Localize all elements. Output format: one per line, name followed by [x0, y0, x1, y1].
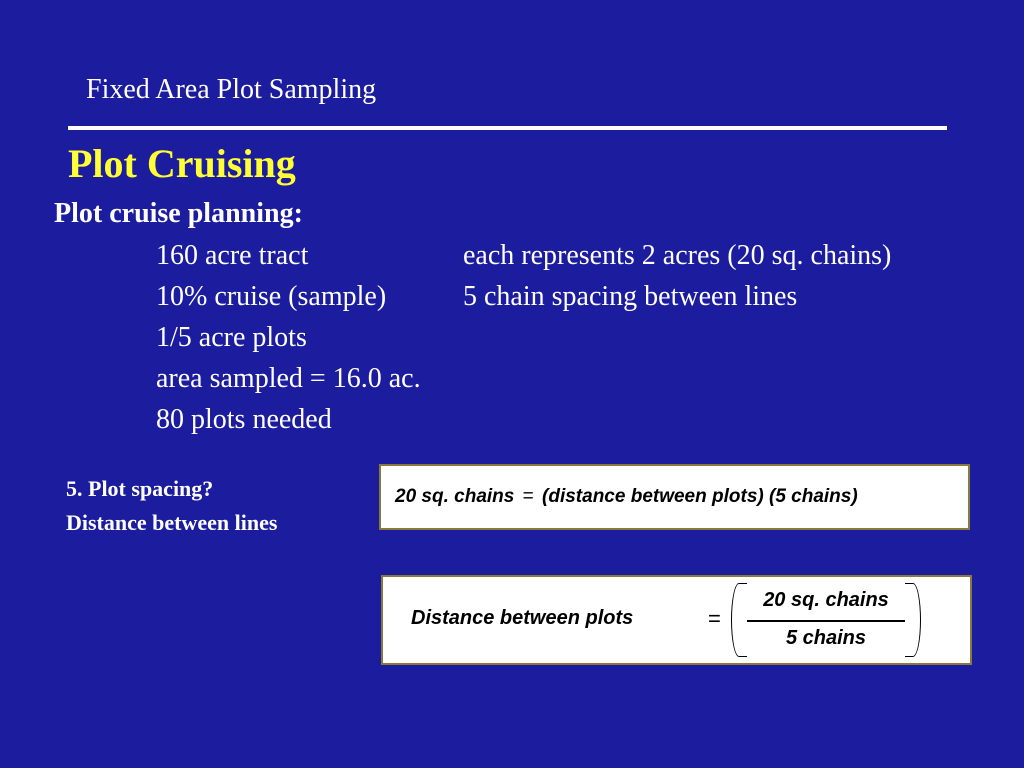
header-divider	[68, 126, 947, 130]
slide-subtitle: Plot cruise planning:	[54, 198, 303, 229]
planning-note: each represents 2 acres (20 sq. chains)	[463, 240, 892, 271]
planning-item: 80 plots needed	[156, 404, 332, 435]
equation-box-area	[379, 464, 970, 530]
equation-rhs: (distance between plots) (5 chains)	[542, 486, 858, 507]
equals-sign: =	[708, 606, 721, 631]
equation-lhs: Distance between plots	[411, 607, 634, 629]
fraction-denominator: 5 chains	[785, 627, 867, 649]
planning-item: 10% cruise (sample)	[156, 281, 387, 312]
equation-lhs: 20 sq. chains	[395, 486, 515, 507]
planning-list-right	[463, 235, 891, 317]
planning-item: 1/5 acre plots	[156, 322, 307, 353]
question-block	[66, 472, 277, 540]
planning-note: 5 chain spacing between lines	[463, 281, 798, 312]
question-line: Distance between lines	[66, 510, 278, 535]
equals-sign: =	[522, 486, 534, 507]
left-parenthesis	[731, 583, 747, 657]
equation-box-distance	[381, 575, 972, 665]
question-line: 5. Plot spacing?	[66, 476, 214, 501]
planning-item: 160 acre tract	[156, 240, 309, 271]
fraction-bar	[747, 620, 905, 622]
planning-item: area sampled = 16.0 ac.	[156, 363, 421, 394]
slide-title: Plot Cruising	[68, 141, 296, 186]
right-parenthesis	[905, 583, 921, 657]
planning-list-left	[156, 235, 421, 440]
equation-area	[395, 486, 858, 508]
fraction-numerator: 20 sq. chains	[763, 589, 889, 611]
section-header: Fixed Area Plot Sampling	[86, 74, 377, 105]
